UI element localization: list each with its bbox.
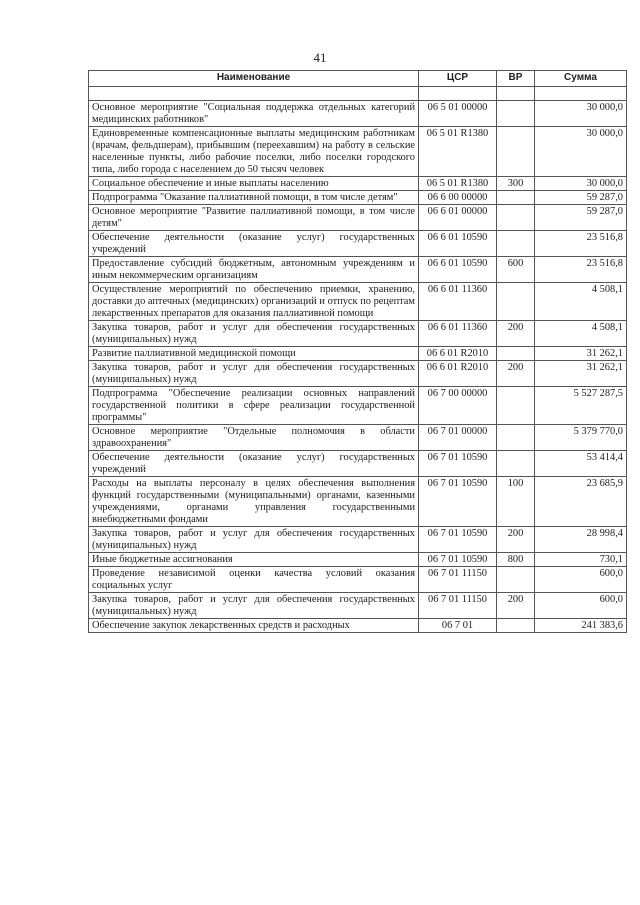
vr-cell bbox=[497, 127, 535, 177]
vr-cell bbox=[497, 387, 535, 425]
vr-cell bbox=[497, 231, 535, 257]
vr-cell bbox=[497, 205, 535, 231]
vr-cell bbox=[497, 451, 535, 477]
vr-cell bbox=[497, 425, 535, 451]
csr-cell: 06 7 01 10590 bbox=[419, 477, 497, 527]
name-cell: Обеспечение деятельности (оказание услуг) государственных учреждений bbox=[89, 231, 419, 257]
name-cell: Осуществление мероприятий по обеспечению приемки, хранению, доставки до аптечных (медицинских) организаций и отпуск по рецептам лекарственных препаратов для оказания паллиативной помощи bbox=[89, 283, 419, 321]
table-row bbox=[89, 527, 627, 553]
header-name: Наименование bbox=[89, 71, 419, 87]
name-cell: Закупка товаров, работ и услуг для обеспечения государственных (муниципальных) нужд bbox=[89, 361, 419, 387]
vr-cell: 200 bbox=[497, 321, 535, 347]
vr-cell: 200 bbox=[497, 361, 535, 387]
name-cell: Социальное обеспечение и иные выплаты населению bbox=[89, 177, 419, 191]
sum-cell: 5 527 287,5 bbox=[535, 387, 627, 425]
vr-cell bbox=[497, 567, 535, 593]
name-cell: Единовременные компенсационные выплаты медицинским работникам (врачам, фельдшерам), прибывшим (переехавшим) на работу в сельские населенные пункты, либо рабочие поселки, либо поселки городского типа, либо города с населением до 50 тысяч человек bbox=[89, 127, 419, 177]
table-row bbox=[89, 127, 627, 177]
table-row bbox=[89, 451, 627, 477]
table-row bbox=[89, 387, 627, 425]
table-row bbox=[89, 231, 627, 257]
header-vr: ВР bbox=[497, 71, 535, 87]
vr-cell: 200 bbox=[497, 593, 535, 619]
sum-cell: 59 287,0 bbox=[535, 191, 627, 205]
budget-table bbox=[88, 70, 627, 633]
name-cell: Закупка товаров, работ и услуг для обеспечения государственных (муниципальных) нужд bbox=[89, 527, 419, 553]
vr-cell bbox=[497, 191, 535, 205]
csr-cell: 06 6 01 R2010 bbox=[419, 347, 497, 361]
table-row bbox=[89, 425, 627, 451]
table-header-row bbox=[89, 71, 627, 87]
csr-cell: 06 5 01 R1380 bbox=[419, 177, 497, 191]
sum-cell: 600,0 bbox=[535, 593, 627, 619]
csr-cell: 06 7 01 bbox=[419, 619, 497, 633]
vr-cell bbox=[497, 619, 535, 633]
csr-cell: 06 5 01 R1380 bbox=[419, 127, 497, 177]
name-cell: Основное мероприятие "Социальная поддержка отдельных категорий медицинских работников" bbox=[89, 101, 419, 127]
page-number: 41 bbox=[313, 50, 327, 65]
table-row bbox=[89, 619, 627, 633]
name-cell: Иные бюджетные ассигнования bbox=[89, 553, 419, 567]
table-row bbox=[89, 477, 627, 527]
vr-cell: 800 bbox=[497, 553, 535, 567]
spacer-row bbox=[89, 87, 627, 101]
csr-cell: 06 6 01 R2010 bbox=[419, 361, 497, 387]
sum-cell: 600,0 bbox=[535, 567, 627, 593]
vr-cell: 100 bbox=[497, 477, 535, 527]
csr-cell: 06 7 01 00000 bbox=[419, 425, 497, 451]
name-cell: Подпрограмма "Обеспечение реализации основных направлений государственной политики в сфере реализации государственной программы" bbox=[89, 387, 419, 425]
csr-cell: 06 6 01 00000 bbox=[419, 205, 497, 231]
table-row bbox=[89, 321, 627, 347]
table-row bbox=[89, 257, 627, 283]
name-cell: Основное мероприятие "Развитие паллиативной помощи, в том числе детям" bbox=[89, 205, 419, 231]
name-cell: Предоставление субсидий бюджетным, автономным учреждениям и иным некоммерческим организациям bbox=[89, 257, 419, 283]
sum-cell: 4 508,1 bbox=[535, 321, 627, 347]
name-cell: Подпрограмма "Оказание паллиативной помощи, в том числе детям" bbox=[89, 191, 419, 205]
sum-cell: 31 262,1 bbox=[535, 347, 627, 361]
sum-cell: 241 383,6 bbox=[535, 619, 627, 633]
sum-cell: 59 287,0 bbox=[535, 205, 627, 231]
table-row bbox=[89, 347, 627, 361]
csr-cell: 06 6 01 10590 bbox=[419, 257, 497, 283]
sum-cell: 4 508,1 bbox=[535, 283, 627, 321]
name-cell: Развитие паллиативной медицинской помощи bbox=[89, 347, 419, 361]
name-cell: Проведение независимой оценки качества условий оказания социальных услуг bbox=[89, 567, 419, 593]
header-sum: Сумма bbox=[535, 71, 627, 87]
name-cell: Основное мероприятие "Отдельные полномочия в области здравоохранения" bbox=[89, 425, 419, 451]
csr-cell: 06 6 01 11360 bbox=[419, 321, 497, 347]
sum-cell: 30 000,0 bbox=[535, 101, 627, 127]
table-row bbox=[89, 567, 627, 593]
vr-cell bbox=[497, 101, 535, 127]
table-row bbox=[89, 101, 627, 127]
vr-cell: 600 bbox=[497, 257, 535, 283]
table-row bbox=[89, 593, 627, 619]
vr-cell bbox=[497, 283, 535, 321]
csr-cell: 06 7 01 11150 bbox=[419, 593, 497, 619]
csr-cell: 06 7 00 00000 bbox=[419, 387, 497, 425]
table-row bbox=[89, 361, 627, 387]
sum-cell: 30 000,0 bbox=[535, 127, 627, 177]
vr-cell: 300 bbox=[497, 177, 535, 191]
table-row bbox=[89, 205, 627, 231]
vr-cell bbox=[497, 347, 535, 361]
sum-cell: 53 414,4 bbox=[535, 451, 627, 477]
table-row bbox=[89, 191, 627, 205]
vr-cell: 200 bbox=[497, 527, 535, 553]
csr-cell: 06 7 01 11150 bbox=[419, 567, 497, 593]
csr-cell: 06 5 01 00000 bbox=[419, 101, 497, 127]
csr-cell: 06 7 01 10590 bbox=[419, 553, 497, 567]
name-cell: Закупка товаров, работ и услуг для обеспечения государственных (муниципальных) нужд bbox=[89, 321, 419, 347]
table-body bbox=[89, 87, 627, 633]
sum-cell: 31 262,1 bbox=[535, 361, 627, 387]
csr-cell: 06 6 01 11360 bbox=[419, 283, 497, 321]
csr-cell: 06 7 01 10590 bbox=[419, 451, 497, 477]
table-row bbox=[89, 283, 627, 321]
sum-cell: 30 000,0 bbox=[535, 177, 627, 191]
table-row bbox=[89, 553, 627, 567]
sum-cell: 23 516,8 bbox=[535, 231, 627, 257]
sum-cell: 28 998,4 bbox=[535, 527, 627, 553]
name-cell: Закупка товаров, работ и услуг для обеспечения государственных (муниципальных) нужд bbox=[89, 593, 419, 619]
csr-cell: 06 6 01 10590 bbox=[419, 231, 497, 257]
sum-cell: 23 516,8 bbox=[535, 257, 627, 283]
sum-cell: 5 379 770,0 bbox=[535, 425, 627, 451]
table-row bbox=[89, 177, 627, 191]
sum-cell: 23 685,9 bbox=[535, 477, 627, 527]
name-cell: Обеспечение закупок лекарственных средств и расходных bbox=[89, 619, 419, 633]
name-cell: Обеспечение деятельности (оказание услуг) государственных учреждений bbox=[89, 451, 419, 477]
header-csr: ЦСР bbox=[419, 71, 497, 87]
name-cell: Расходы на выплаты персоналу в целях обеспечения выполнения функций государственными (муниципальными) органами, казенными учреждениями, органами управления государственными внебюджетными фондами bbox=[89, 477, 419, 527]
csr-cell: 06 6 00 00000 bbox=[419, 191, 497, 205]
sum-cell: 730,1 bbox=[535, 553, 627, 567]
csr-cell: 06 7 01 10590 bbox=[419, 527, 497, 553]
